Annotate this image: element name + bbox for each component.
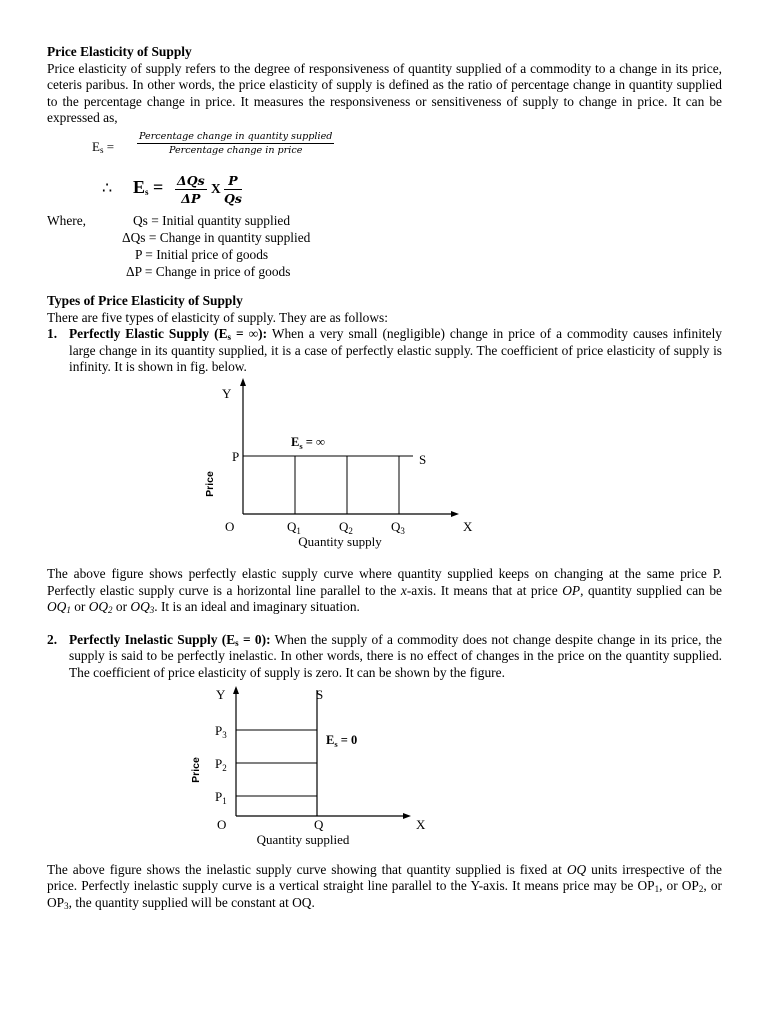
chart2-y-axis-label: Y	[216, 686, 226, 702]
chart2-tick-label-p2: $P_2$	[215, 755, 227, 773]
item-perfectly-inelastic	[47, 632, 722, 682]
item1-text: When a very small (negligible) change in price of a commodity causes infinitely large change in its quantity supplied, it is a case of perfectly elastic supply. The coefficient of price elasticity of supply is infinity. It is shown in fig. below.	[69, 326, 723, 375]
chart2-quantity-label: Q	[314, 816, 324, 832]
definition-p: P = Initial price of goods	[135, 246, 269, 262]
types-heading: Types of Price Elasticity of Supply	[47, 292, 243, 308]
formula2-den2: Qs	[224, 190, 242, 206]
formula2-fraction-1	[175, 173, 207, 206]
chart1-tick-label-q1: $Q_1$	[287, 518, 301, 536]
definitions-block	[47, 213, 722, 283]
chart2-x-axis-label: X	[416, 816, 426, 832]
item2-number: 2.	[47, 631, 58, 647]
formula2-num2: P	[224, 173, 242, 190]
formula2-fraction-2	[224, 173, 242, 206]
formula1-numerator: Percentage change in quantity supplied	[139, 130, 333, 142]
chart1-y-axis-label: Y	[222, 385, 232, 401]
item-perfectly-elastic	[47, 326, 722, 376]
document-page	[47, 44, 722, 911]
chart2-svg	[47, 682, 722, 862]
chart1-curve-label: S	[419, 451, 427, 467]
chart1-origin-label: O	[225, 518, 235, 534]
formula1-lhs: $E_s$ =	[92, 138, 115, 155]
chart1-tick-label-q2: $Q_2$	[339, 518, 353, 536]
item1-number: 1.	[47, 326, 58, 342]
chart2-y-arrow	[233, 686, 239, 694]
chart-perfectly-inelastic	[47, 682, 722, 862]
item1-title: Perfectly Elastic Supply ($E_s$ = ∞):	[69, 326, 268, 343]
therefore-symbol: ∴	[102, 179, 113, 197]
para-inelastic-explanation: The above figure shows the inelastic supply curve showing that quantity supplied is fixed at OQ units irrespective of the price. Perfectly inelastic supply curve is a vertical straight line parallel to the Y-axis. It means price may be $OP_1$, or $OP_2$, or $OP_3$, the quantity supplied will be constant at OQ.	[47, 861, 722, 911]
chart2-tick-label-p1: $P_1$	[215, 788, 227, 806]
chart1-x-arrow	[451, 511, 459, 517]
chart1-x-title: Quantity supply	[298, 533, 382, 549]
intro-paragraph: Price elasticity of supply refers to the degree of responsiveness of quantity supplied of a commodity to a change in its price, ceteris paribus. In other words, the price elasticity of supply is defined as the ratio of percentage change in quantity supplied to the percentage change in price. It measures the responsiveness or sensitiveness of supply to change in price. It can be expressed as,	[47, 60, 722, 126]
formula1-denominator: Percentage change in price	[168, 144, 303, 156]
chart2-x-title: Quantity supplied	[256, 831, 350, 847]
chart-perfectly-elastic	[47, 376, 722, 566]
item2-title: Perfectly Inelastic Supply $(E_s = 0)$:	[69, 631, 271, 648]
definition-qs: Qs = Initial quantity supplied	[133, 212, 291, 228]
formula-percentage	[47, 131, 722, 165]
chart1-x-axis-label: X	[463, 518, 473, 534]
chart1-tick-label-q3: $Q_3$	[391, 518, 405, 536]
formula1-fraction	[137, 131, 334, 156]
para-elastic-explanation: The above figure shows perfectly elastic supply curve where quantity supplied keeps on changing at the same price P. Perfectly elastic supply curve is a horizontal line parallel to the x-axis. It means that at price OP, quantity supplied can be $OQ_1$ or $OQ_2$ or $OQ_3$. It is an ideal and imaginary situation.	[47, 565, 722, 616]
chart2-annotation: $E_s = 0$	[326, 732, 358, 749]
formula2-den1: ΔP	[181, 190, 201, 206]
chart2-origin-label: O	[217, 816, 227, 832]
definition-delta-p: ΔP = Change in price of goods	[126, 263, 291, 279]
formula2-times: X	[211, 180, 221, 196]
chart1-y-arrow	[240, 378, 246, 386]
item2-text: When the supply of a commodity does not change despite change in its price, the supply is said to be perfectly inelastic. In other words, there is no effect of changes in the price on the quantity supplied. The coefficient of price elasticity of supply is zero. It can be shown by the figure.	[69, 631, 722, 680]
chart1-price-label: P	[232, 448, 240, 464]
types-intro: There are five types of elasticity of supply. They are as follows:	[47, 309, 388, 325]
where-label: Where,	[47, 212, 87, 228]
formula-delta	[47, 171, 722, 211]
chart1-svg	[47, 376, 722, 566]
chart2-tick-label-p3: $P_3$	[215, 722, 227, 740]
formula2-lhs: $E_s$ =	[133, 176, 164, 197]
chart1-y-title: Price	[204, 471, 216, 497]
chart2-curve-label: S	[316, 686, 324, 702]
page-title: Price Elasticity of Supply	[47, 44, 192, 59]
chart2-y-title: Price	[190, 756, 202, 783]
chart2-x-arrow	[403, 813, 411, 819]
definition-delta-qs: ΔQs = Change in quantity supplied	[122, 229, 311, 245]
formula2-num1: ΔQs	[177, 172, 205, 188]
chart1-annotation: $E_s$ = ∞	[291, 434, 325, 451]
